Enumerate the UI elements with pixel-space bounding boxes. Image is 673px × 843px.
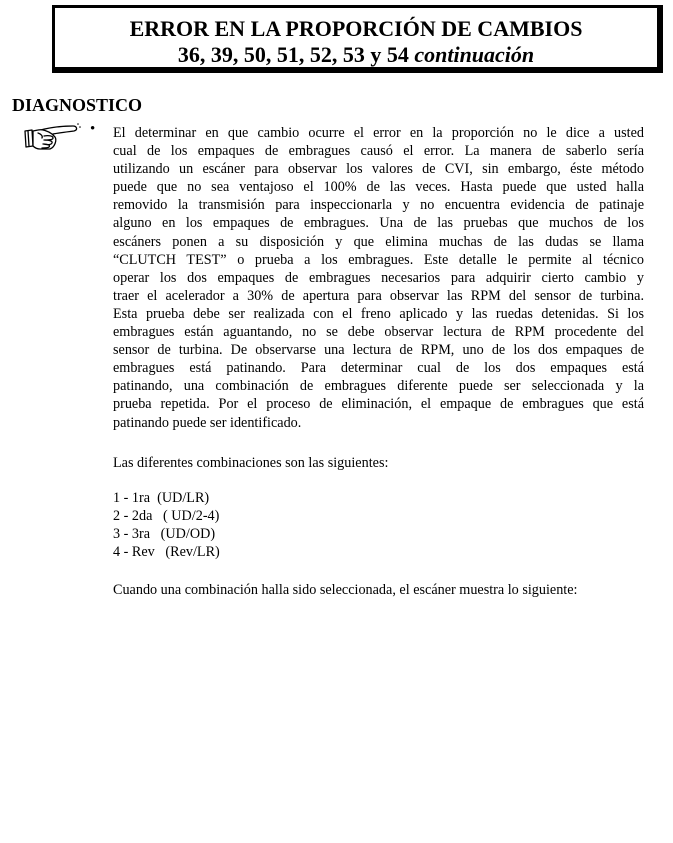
page-title-line-2 <box>55 42 657 68</box>
section-heading: DIAGNOSTICO <box>12 95 143 115</box>
paragraph-line: prueba repetida. Por el proceso de eliminación, el empaque de embragues que está <box>113 396 644 413</box>
combination-item: 2 - 2da ( UD/2-4) <box>113 508 220 524</box>
combinations-list <box>113 489 220 561</box>
paragraph-line: operar los dos empaques de embragues necesarios para adquirir cierto cambio y <box>113 269 644 286</box>
paragraph-line: cual de los empaques de embragues causó el error. La manera de saberlo sería <box>113 143 644 160</box>
paragraph-line: puede que no sea ventajoso el 100% de las veces. Hasta puede que usted halla <box>113 179 644 196</box>
bullet-marker: • <box>90 121 96 137</box>
paragraph-line: patinando puede ser identificado. <box>113 414 302 431</box>
paragraph-line: removido la transmisión para inspeccionarla y no encuentra evidencia de patinaje <box>113 197 644 214</box>
combinations-intro: Las diferentes combinaciones son las siguientes: <box>113 455 389 471</box>
paragraph-line: embragues están aguantando, no se debe observar lectura de RPM procedente del <box>113 324 644 341</box>
combination-item: 1 - 1ra (UD/LR) <box>113 490 210 506</box>
paragraph-line: traer el acelerador a 30% de apertura para observar las RPM del sensor de turbina. <box>113 287 644 304</box>
combination-item: 3 - 3ra (UD/OD) <box>113 526 216 542</box>
paragraph-line: patinando, una combinación de embragues diferente puede ser seleccionada y la <box>113 378 644 395</box>
paragraph-line: utilizando un escáner para observar los valores de CVI, sin embargo, éste método <box>113 161 644 178</box>
paragraph-line: escáners ponen a su disposición y que elimina muchas de las dudas se llama <box>113 233 644 250</box>
pointing-hand-icon <box>22 119 82 153</box>
page-title-box <box>52 5 663 73</box>
closing-sentence: Cuando una combinación halla sido seleccionada, el escáner muestra lo siguiente: <box>113 582 578 598</box>
paragraph-line: Esta prueba debe ser realizada con el freno aplicado y las ruedas detenidas. Si los <box>113 305 644 322</box>
page-title-codes: 36, 39, 50, 51, 52, 53 y 54 <box>177 42 415 67</box>
combination-item: 4 - Rev (Rev/LR) <box>113 544 220 560</box>
paragraph-line: sensor de turbina. De observarse una lectura de RPM, uno de los dos empaques de <box>113 342 644 359</box>
page-title-continuation: continuación <box>414 42 535 67</box>
paragraph-line: “CLUTCH TEST” o prueba a los embragues. Este detalle le permite al técnico <box>113 251 644 268</box>
paragraph-line: El determinar en que cambio ocurre el error en la proporción no le dice a usted <box>113 125 644 141</box>
paragraph-line: alguno en los empaques de embragues. Una de las pruebas que muchos de los <box>113 215 644 232</box>
paragraph-line: embragues está patinando. Para determinar cual de los dos empaques está <box>113 360 644 377</box>
diagnostic-paragraph <box>113 124 644 432</box>
page-title-line-1: ERROR EN LA PROPORCIÓN DE CAMBIOS <box>129 16 583 41</box>
